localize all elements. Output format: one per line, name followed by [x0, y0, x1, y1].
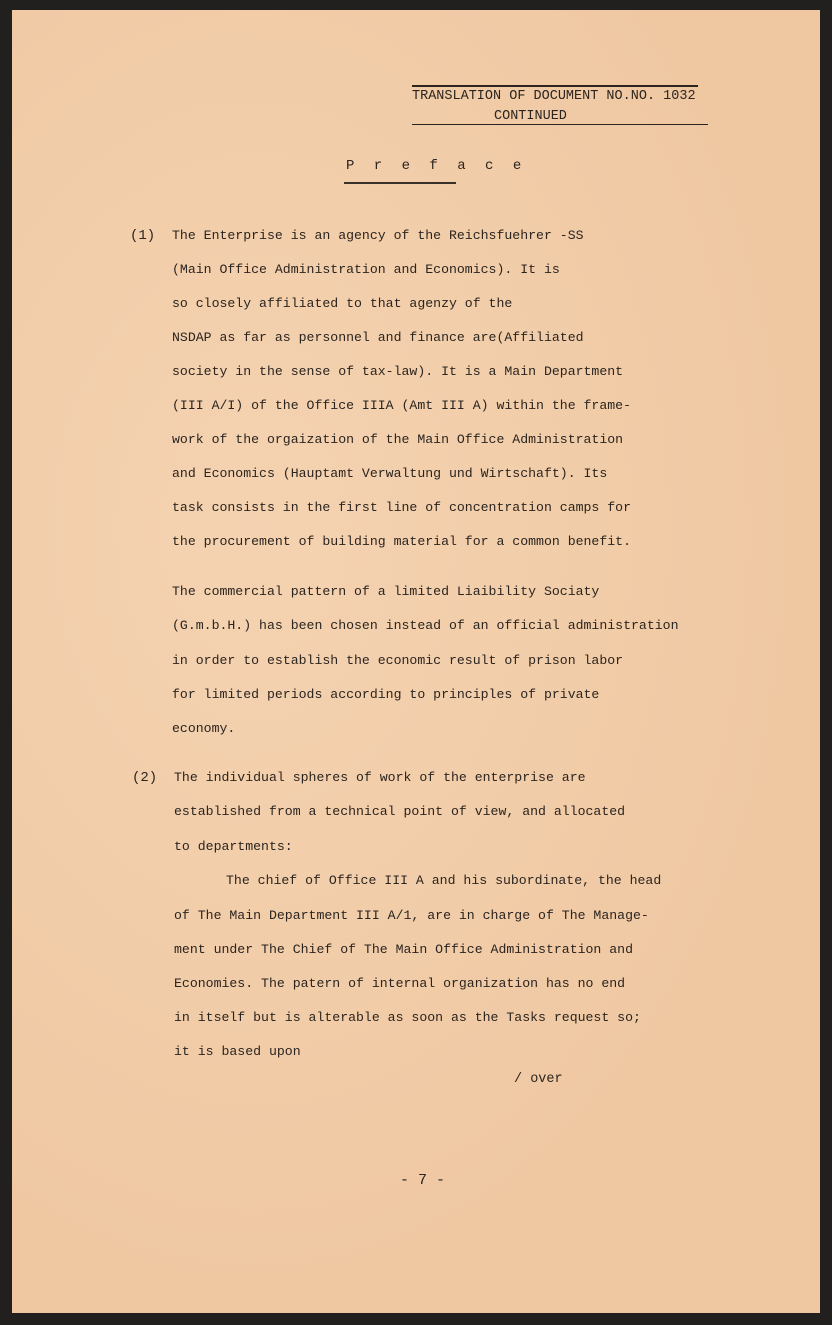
section-1-number: (1)	[130, 228, 156, 244]
body-line: for limited periods according to principles of private	[172, 687, 600, 702]
body-line: the procurement of building material for a common benefit.	[172, 534, 631, 549]
body-line: Economies. The patern of internal organization has no end	[174, 976, 626, 991]
body-line: established from a technical point of view, and allocated	[174, 804, 626, 819]
header-top-rule	[412, 85, 698, 87]
body-line: society in the sense of tax-law). It is a Main Department	[172, 364, 624, 379]
document-page	[12, 10, 820, 1313]
body-line: so closely affiliated to that agenzy of the	[172, 296, 513, 311]
body-line: task consists in the first line of concentration camps for	[172, 500, 631, 515]
page-number: - 7 -	[400, 1172, 446, 1189]
header-title: TRANSLATION OF DOCUMENT NO.NO. 1032	[412, 89, 696, 104]
body-line: The chief of Office III A and his subordinate, the head	[226, 873, 662, 888]
body-line: economy.	[172, 721, 236, 736]
header-bottom-rule	[412, 124, 708, 125]
preface-underline	[344, 182, 456, 184]
header-subtitle: CONTINUED	[494, 109, 567, 124]
continuation-note: / over	[514, 1072, 563, 1087]
body-line: in order to establish the economic result of prison labor	[172, 653, 624, 668]
body-line: The commercial pattern of a limited Liaibility Sociaty	[172, 584, 600, 599]
body-line: in itself but is alterable as soon as the Tasks request so;	[174, 1010, 641, 1025]
body-line: The Enterprise is an agency of the Reichsfuehrer -SS	[172, 228, 584, 243]
body-line: work of the orgaization of the Main Office Administration	[172, 432, 624, 447]
preface-heading: P r e f a c e	[346, 158, 527, 174]
body-line: it is based upon	[174, 1044, 301, 1059]
body-line: ment under The Chief of The Main Office Administration and	[174, 942, 633, 957]
body-line: The individual spheres of work of the enterprise are	[174, 770, 586, 785]
body-line: to departments:	[174, 839, 293, 854]
body-line: (III A/I) of the Office IIIA (Amt III A) within the frame-	[172, 398, 631, 413]
body-line: of The Main Department III A/1, are in charge of The Manage-	[174, 908, 649, 923]
section-2-number: (2)	[132, 770, 158, 786]
body-line: (Main Office Administration and Economics). It is	[172, 262, 560, 277]
body-line: (G.m.b.H.) has been chosen instead of an official administration	[172, 618, 679, 633]
body-line: and Economics (Hauptamt Verwaltung und Wirtschaft). Its	[172, 466, 608, 481]
body-line: NSDAP as far as personnel and finance are(Affiliated	[172, 330, 584, 345]
